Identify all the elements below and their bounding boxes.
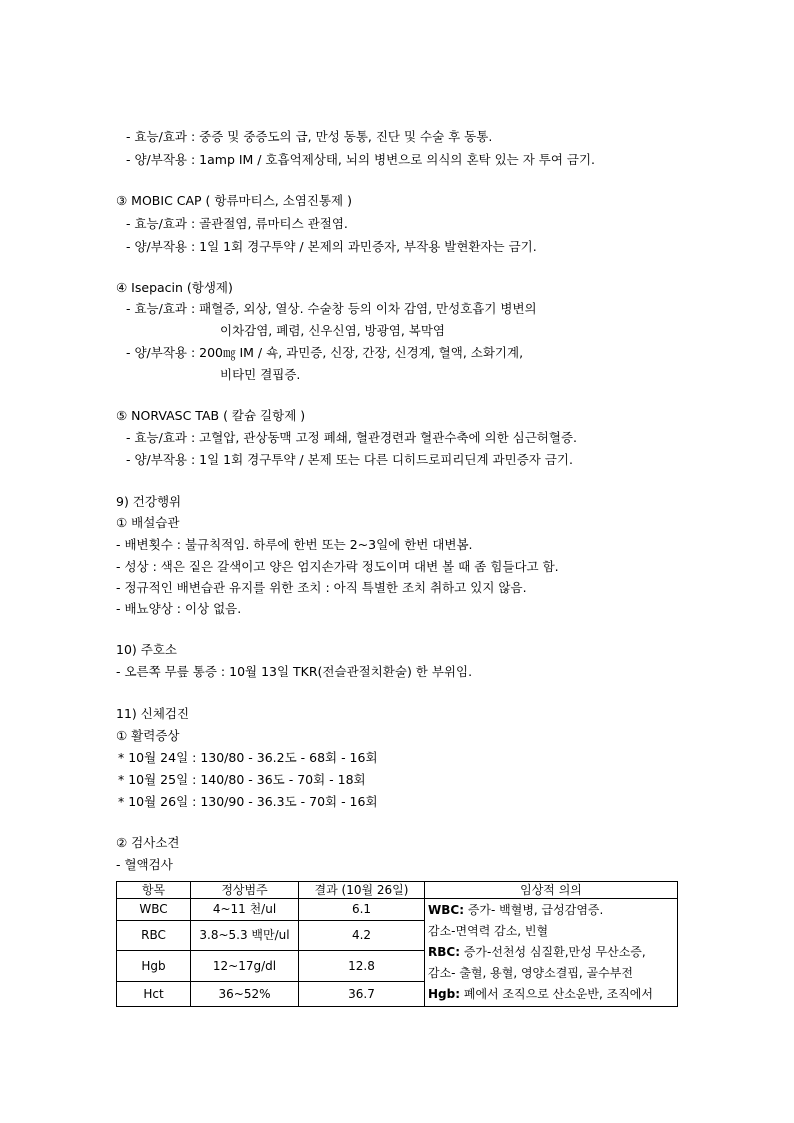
clinical-meaning-cell xyxy=(425,899,678,1007)
meaning-line xyxy=(428,963,674,984)
drug-heading: ③ MOBIC CAP ( 항류마티스, 소염진통제 ) xyxy=(116,193,352,208)
column-header: 결과 (10월 26일) xyxy=(299,882,425,899)
meaning-label: Hgb: xyxy=(428,987,461,1001)
result-cell: 12.8 xyxy=(299,951,425,982)
range-cell: 4~11 천/ul xyxy=(191,899,299,921)
drug-heading: ④ Isepacin (항생제) xyxy=(116,280,233,295)
text-line: - 양/부작용 : 1일 1회 경구투약 / 본제의 과민증자, 부작용 발현환자는 금기. xyxy=(126,239,537,254)
text-line: - 양/부작용 : 1일 1회 경구투약 / 본제 또는 다른 디히드로피리딘계 과민증자 금기. xyxy=(126,452,573,467)
text-line: 이차감염, 폐렴, 신우신염, 방광염, 복막염 xyxy=(220,323,445,338)
column-header: 정상범주 xyxy=(191,882,299,899)
text-line: - 효능/효과 : 중증 및 중증도의 급, 만성 동통, 진단 및 수술 후 동통. xyxy=(126,129,493,144)
section-heading: 11) 신체검진 xyxy=(116,706,190,721)
vital-sign-line: * 10월 25일 : 140/80 - 36도 - 70회 - 18회 xyxy=(118,772,366,787)
text-line: - 혈액검사 xyxy=(116,857,173,872)
vital-sign-line: * 10월 24일 : 130/80 - 36.2도 - 68회 - 16회 xyxy=(118,750,378,765)
range-cell: 3.8~5.3 백만/ul xyxy=(191,920,299,951)
item-cell: WBC xyxy=(117,899,191,921)
text-line: - 효능/효과 : 골관절염, 류마티스 관절염. xyxy=(126,216,348,231)
text-line: - 배변횟수 : 불규칙적임. 하루에 한번 또는 2~3일에 한번 대변봄. xyxy=(116,537,473,552)
table-row xyxy=(117,899,678,921)
drug-heading: ⑤ NORVASC TAB ( 칼슘 길항제 ) xyxy=(116,408,306,423)
meaning-text: 감소-면역력 감소, 빈혈 xyxy=(428,924,549,938)
meaning-label: RBC: xyxy=(428,945,460,959)
item-cell: Hgb xyxy=(117,951,191,982)
result-cell: 4.2 xyxy=(299,920,425,951)
text-line: - 성상 : 색은 짙은 갈색이고 양은 엄지손가락 정도이며 대변 볼 때 좀 힘들다고 함. xyxy=(116,559,559,574)
meaning-text: 증가- 백혈병, 급성감염증. xyxy=(464,903,604,917)
subsection-heading: ① 활력증상 xyxy=(116,728,180,743)
result-cell: 6.1 xyxy=(299,899,425,921)
meaning-line xyxy=(428,900,674,921)
result-cell: 36.7 xyxy=(299,981,425,1006)
text-line: - 양/부작용 : 200㎎ IM / 쇽, 과민증, 신장, 간장, 신경계, 혈액, 소화기계, xyxy=(126,345,524,360)
meaning-line xyxy=(428,921,674,942)
column-header: 임상적 의의 xyxy=(425,882,678,899)
meaning-label: WBC: xyxy=(428,903,464,917)
text-line: 비타민 결핍증. xyxy=(220,367,301,382)
item-cell: Hct xyxy=(117,981,191,1006)
blood-test-table xyxy=(116,881,678,1007)
meaning-line xyxy=(428,942,674,963)
column-header: 항목 xyxy=(117,882,191,899)
range-cell: 12~17g/dl xyxy=(191,951,299,982)
text-line: - 오른쪽 무릎 통증 : 10월 13일 TKR(전슬관절치환술) 한 부위임. xyxy=(116,664,473,679)
meaning-text: 감소- 출혈, 용혈, 영양소결핍, 골수부전 xyxy=(428,966,633,980)
subsection-heading: ① 배설습관 xyxy=(116,515,180,530)
meaning-text: 증가-선천성 심질환,만성 무산소증, xyxy=(460,945,646,959)
section-heading: 10) 주호소 xyxy=(116,642,177,657)
item-cell: RBC xyxy=(117,920,191,951)
text-line: - 양/부작용 : 1amp IM / 호흡억제상태, 뇌의 병변으로 의식의 혼탁 있는 자 투여 금기. xyxy=(126,152,596,167)
meaning-line xyxy=(428,984,674,1005)
table-header-row xyxy=(117,882,678,899)
vital-sign-line: * 10월 26일 : 130/90 - 36.3도 - 70회 - 16회 xyxy=(118,794,378,809)
text-line: - 효능/효과 : 고혈압, 관상동맥 고정 폐쇄, 혈관경련과 혈관수축에 의한 심근허혈증. xyxy=(126,430,577,445)
text-line: - 배뇨양상 : 이상 없음. xyxy=(116,601,242,616)
range-cell: 36~52% xyxy=(191,981,299,1006)
text-line: - 효능/효과 : 패혈증, 외상, 열상. 수술창 등의 이차 감염, 만성호흡기 병변의 xyxy=(126,301,537,316)
subsection-heading: ② 검사소견 xyxy=(116,835,180,850)
text-line: - 정규적인 배변습관 유지를 위한 조치 : 아직 특별한 조치 취하고 있지 않음. xyxy=(116,580,527,595)
section-heading: 9) 건강행위 xyxy=(116,494,182,509)
meaning-text: 폐에서 조직으로 산소운반, 조직에서 xyxy=(460,987,653,1001)
